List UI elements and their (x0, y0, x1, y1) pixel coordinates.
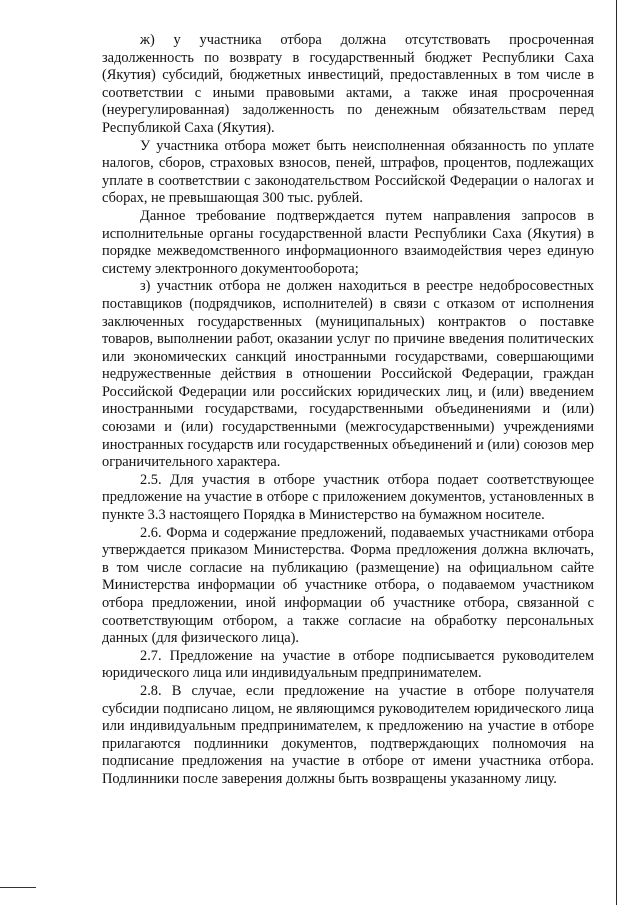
scan-edge-line (616, 0, 617, 905)
paragraph-zh: ж) у участника отбора должна отсутствовать просроченная задолженность по возврату в государственный бюджет Республики Саха (Якутия) субсидий, бюджетных инвестиций, предоставленных в том числе в соответствии с иными правовыми актами, а также иная просроченная (неурегулированная) задолженность по денежным обязательствам перед Республикой Саха (Якутия). (102, 32, 594, 136)
paragraph-2-5: 2.5. Для участия в отборе участник отбора подает соответствующее предложение на участие в отборе с приложением документов, установленных в пункте 3.3 настоящего Порядка в Министерство на бумажном носителе. (102, 471, 594, 524)
paragraph-requirement-confirmation: Данное требование подтверждается путем направления запросов в исполнительные органы государственной власти Республики Саха (Якутия) в порядке межведомственного информационного взаимодействия через единую систему электронного документооборота; (102, 207, 594, 277)
paragraph-2-6: 2.6. Форма и содержание предложений, подаваемых участниками отбора утверждается приказом Министерства. Форма предложения должна включать, в том числе согласие на публикацию (размещение) на официальном сайте Министерства информации об участнике отбора, о подаваемом участником отбора предложении, иной информации об участнике отбора, связанной с соответствующим отбором, а также согласие на обработку персональных данных (для физического лица). (102, 524, 594, 647)
paragraph-2-8: 2.8. В случае, если предложение на участие в отборе получателя субсидии подписано лицом, не являющимся руководителем юридического лица или индивидуальным предпринимателем, к предложению на участие в отборе прилагаются подлинники документов, подтверждающих полномочия на подписание предложения на участие в отборе от имени участника отбора. Подлинники после заверения должны быть возвращены указанному лицу. (102, 682, 594, 787)
paragraph-2-7: 2.7. Предложение на участие в отборе подписывается руководителем юридического лица или индивидуальным предпринимателем. (102, 647, 594, 682)
paragraph-tax-obligation: У участника отбора может быть неисполненная обязанность по уплате налогов, сборов, страховых взносов, пеней, штрафов, процентов, подлежащих уплате в соответствии с законодательством Российской Федерации о налогах и сборах, не превышающая 300 тыс. рублей. (102, 137, 594, 207)
footnote-rule (0, 887, 36, 888)
document-body (102, 32, 594, 789)
paragraph-z: з) участник отбора не должен находиться в реестре недобросовестных поставщиков (подрядчиков, исполнителей) в связи с отказом от исполнения заключенных государственных (муниципальных) контрактов о поставке товаров, выполнении работ, оказании услуг по причине введения политических или экономических санкций иностранными государствами, совершающими недружественные действия в отношении Российской Федерации, граждан Российской Федерации или российских юридических лиц, и (или) введением иностранными государствами, государственными объединениями и (или) союзами и (или) государственными (межгосударственными) учреждениями иностранных государств или государственных объединений и (или) союзов мер ограничительного характера. (102, 278, 594, 471)
